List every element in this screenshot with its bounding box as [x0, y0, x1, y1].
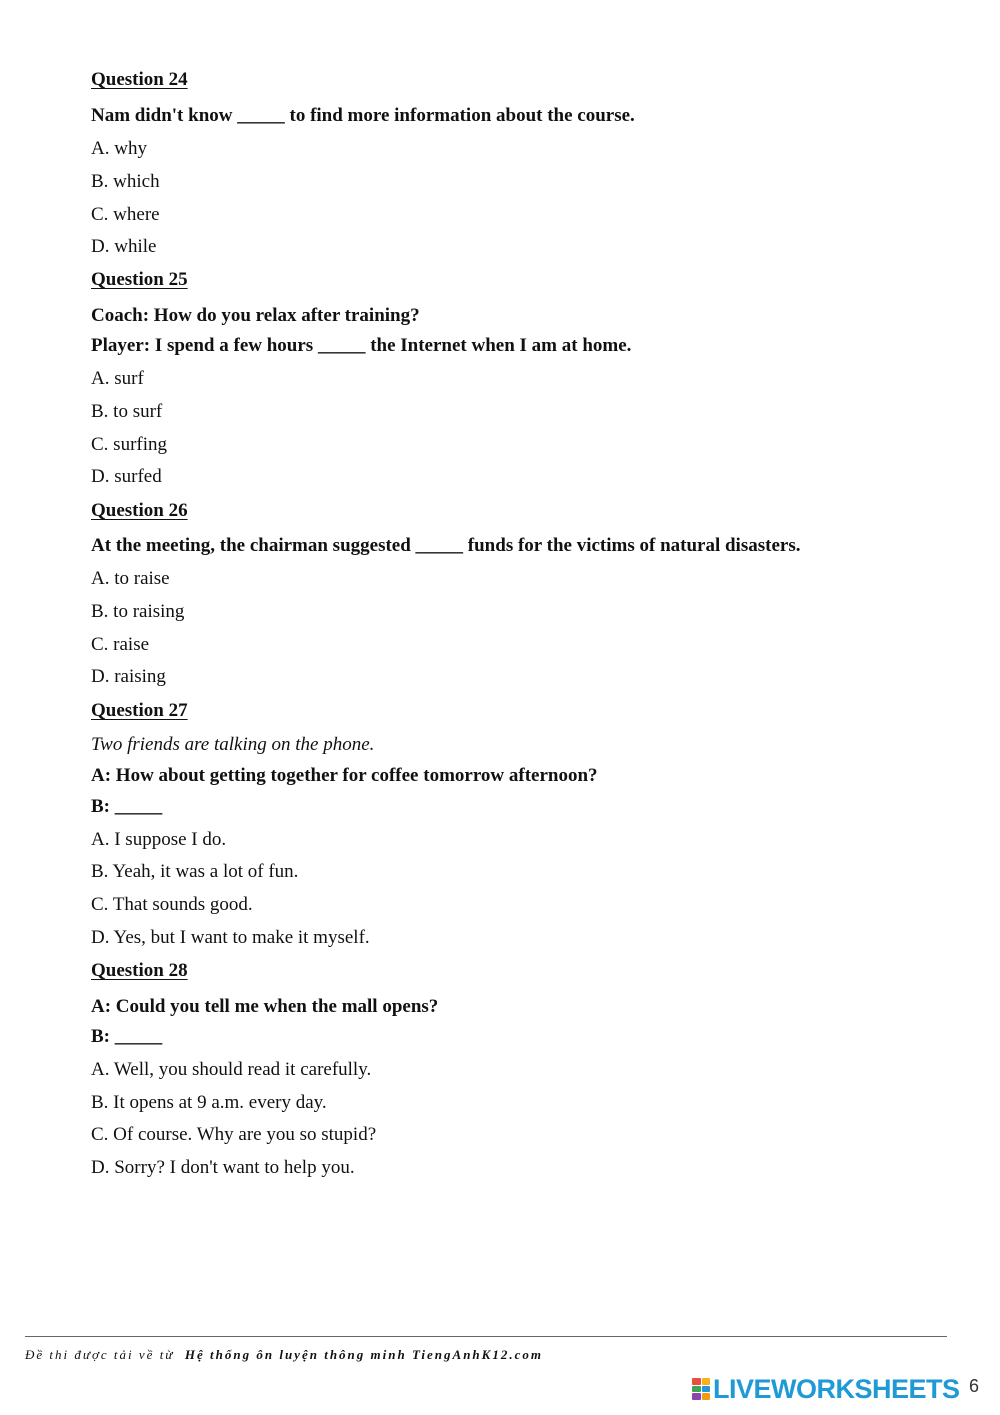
answer-option: C. raise: [91, 634, 150, 655]
question-heading: Question 24: [91, 69, 188, 90]
liveworksheets-brand[interactable]: [692, 1374, 960, 1404]
answer-option: D. while: [91, 236, 157, 257]
answer-option: C. surfing: [91, 434, 167, 455]
answer-option: A. why: [91, 138, 147, 159]
question-stem: At the meeting, the chairman suggested _____ funds for the victims of natural disasters.: [91, 535, 801, 556]
question-stem: B: _____: [91, 796, 163, 817]
answer-option: D. Yes, but I want to make it myself.: [91, 927, 370, 948]
answer-option: A. surf: [91, 368, 144, 389]
answer-option: C. That sounds good.: [91, 894, 253, 915]
question-heading: Question 26: [91, 500, 188, 521]
question-heading: Question 25: [91, 269, 188, 290]
question-stem: A: Could you tell me when the mall opens?: [91, 996, 439, 1017]
answer-option: D. surfed: [91, 466, 162, 487]
answer-option: B. It opens at 9 a.m. every day.: [91, 1092, 327, 1113]
answer-option: A. I suppose I do.: [91, 829, 227, 850]
footer-divider: [25, 1336, 947, 1337]
answer-option: C. where: [91, 204, 160, 225]
question-context: Two friends are talking on the phone.: [91, 734, 375, 755]
answer-option: A. Well, you should read it carefully.: [91, 1059, 372, 1080]
question-stem: Player: I spend a few hours _____ the Internet when I am at home.: [91, 335, 632, 356]
footer-source-name: Hệ thống ôn luyện thông minh TiengAnhK12.com: [184, 1347, 543, 1362]
answer-option: D. raising: [91, 666, 166, 687]
answer-option: D. Sorry? I don't want to help you.: [91, 1157, 355, 1178]
answer-option: B. which: [91, 171, 160, 192]
question-stem: Nam didn't know _____ to find more information about the course.: [91, 105, 635, 126]
answer-option: C. Of course. Why are you so stupid?: [91, 1124, 377, 1145]
answer-option: B. to raising: [91, 601, 185, 622]
question-stem: A: How about getting together for coffee tomorrow afternoon?: [91, 765, 598, 786]
answer-option: B. Yeah, it was a lot of fun.: [91, 861, 299, 882]
footer-prefix: Đề thi được tải về từ: [25, 1347, 175, 1362]
answer-option: B. to surf: [91, 401, 163, 422]
question-heading: Question 27: [91, 700, 188, 721]
liveworksheets-logo-icon: [692, 1378, 710, 1400]
footer-source: [25, 1347, 543, 1363]
question-stem: B: _____: [91, 1026, 163, 1047]
answer-option: A. to raise: [91, 568, 170, 589]
brand-name: LIVEWORKSHEETS: [713, 1373, 960, 1404]
page-number: 6: [969, 1376, 980, 1396]
question-stem: Coach: How do you relax after training?: [91, 305, 420, 326]
question-heading: Question 28: [91, 960, 188, 981]
